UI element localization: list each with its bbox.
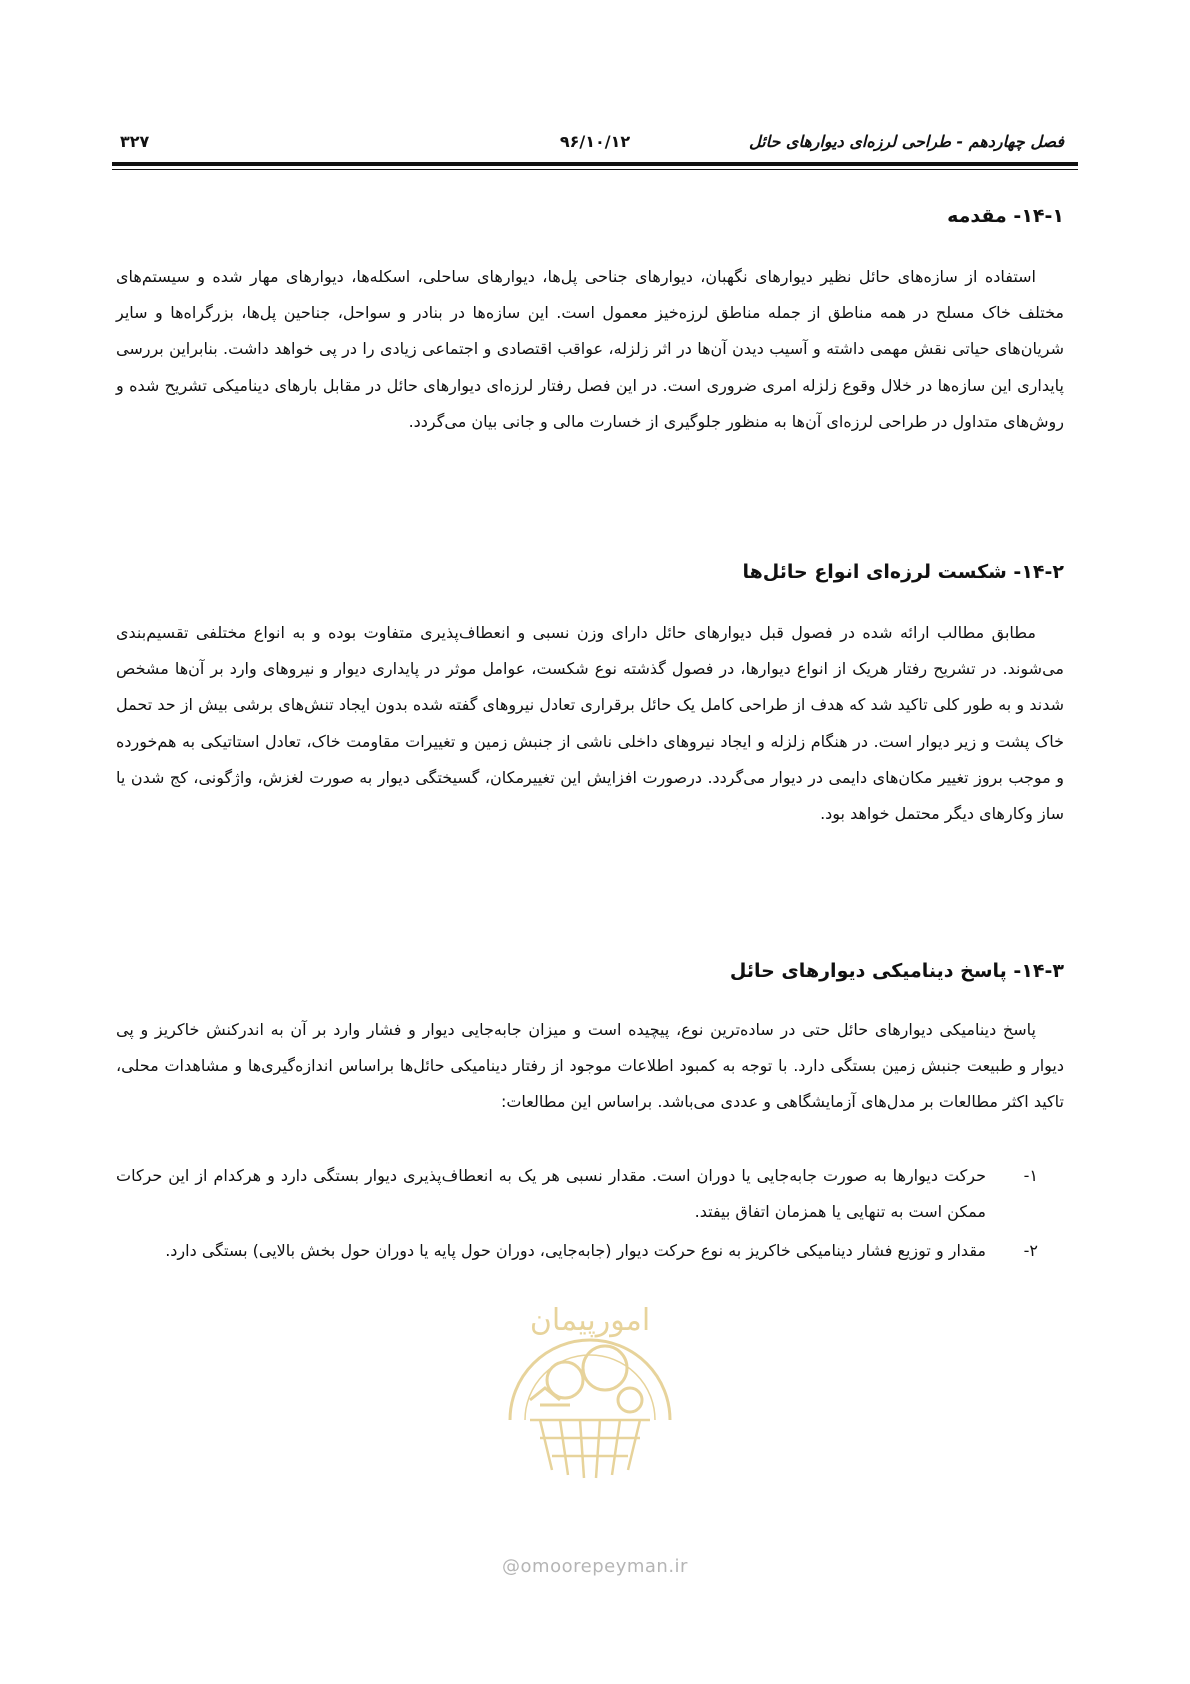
findings-list	[116, 1158, 1064, 1272]
section-heading-intro: ۱۴-۱- مقدمه	[947, 205, 1064, 227]
watermark-logo	[470, 1270, 710, 1490]
list-item-number: ۲-	[1023, 1241, 1038, 1260]
list-item	[116, 1233, 1064, 1269]
header-date: ۹۶/۱۰/۱۲	[559, 132, 631, 151]
section-paragraph-seismic-failure: مطابق مطالب ارائه شده در فصول قبل دیوارهای حائل دارای وزن نسبی و انعطاف‌پذیری متفاوت بوده و به انواع مختلفی تقسیم‌بندی می‌شوند. در تشریح رفتار هریک از انواع دیوارها، در فصول گذشته نوع شکست، عوامل موثر در پایداری دیوار و نیروهای وارد بر آن‌ها مشخص شدند و به طور کلی تاکید شد که هدف از طراحی کامل یک حائل برقراری تعادل نیروهای گفته شده بدون ایجاد تنش‌های برشی بیش از حد تحمل خاک پشت و زیر دیوار است. در هنگام زلزله و ایجاد نیروهای داخلی ناشی از جنبش زمین و تغییرات مقاومت خاک، تعادل استاتیکی به هم‌خورده و موجب بروز تغییر مکان‌های دایمی در دیوار می‌گردد. درصورت افزایش این تغییرمکان، گسیختگی دیوار به صورت لغزش، واژگونی، کج شدن یا ساز وکارهای دیگر محتمل خواهد بود.	[116, 623, 1064, 824]
chapter-title: فصل چهاردهم - طراحی لرزه‌ای دیوارهای حائل	[749, 132, 1064, 151]
page-number: ۳۲۷	[120, 132, 150, 151]
list-item	[116, 1158, 1064, 1230]
section-heading-dynamic-response: ۱۴-۳- پاسخ دینامیکی دیوارهای حائل	[729, 960, 1064, 982]
section-heading-seismic-failure: ۱۴-۲- شکست لرزه‌ای انواع حائل‌ها	[742, 561, 1064, 583]
list-item-number: ۱-	[1023, 1166, 1038, 1185]
section-paragraph-intro: استفاده از سازه‌های حائل نظیر دیوارهای نگهبان، دیوارهای جناحی پل‌ها، دیوارهای ساحلی، اسکله‌ها، دیوارهای مهار شده و سیستم‌های مختلف خاک مسلح در همه مناطق از جمله مناطق لرزه‌خیز معمول است. این سازه‌ها در بنادر و سواحل، جناحین پل‌ها، بزرگراه‌ها و سایر شریان‌های حیاتی نقش مهمی داشته و آسیب دیدن آن‌ها در اثر زلزله، عواقب اقتصادی و اجتماعی زیادی را در پی خواهد داشت. بنابراین بررسی پایداری این سازه‌ها در خلال وقوع زلزله امری ضروری است. در این فصل رفتار لرزه‌ای دیوارهای حائل در مقابل بارهای دینامیکی تشریح شده و روش‌های متداول در طراحی لرزه‌ای آن‌ها به منظور جلوگیری از خسارت مالی و جانی بیان می‌گردد.	[116, 267, 1064, 431]
watermark-url: @omoorepeyman.ir	[502, 1556, 688, 1577]
section-paragraph-dynamic-response: پاسخ دینامیکی دیوارهای حائل حتی در ساده‌ترین نوع، پیچیده است و میزان جابه‌جایی دیوار و فشار وارد بر آن به اندرکنش خاکریز و پی دیوار و طبیعت جنبش زمین بستگی دارد. با توجه به کمبود اطلاعات موجود از رفتار دینامیکی حائل‌ها براساس اندازه‌گیری‌ها و مشاهدات محلی، تاکید اکثر مطالعات بر مدل‌های آزمایشگاهی و عددی می‌باشد. براساس این مطالعات:	[116, 1020, 1064, 1112]
header-rule-thick	[112, 162, 1078, 166]
watermark-logo-text: امورپیمان	[529, 1303, 651, 1338]
list-item-text: حرکت دیوارها به صورت جابه‌جایی یا دوران است. مقدار نسبی هر یک به انعطاف‌پذیری دیوار بستگی دارد و هرکدام از این حرکات ممکن است به تنهایی یا همزمان اتفاق بیفتد.	[116, 1166, 986, 1221]
list-item-text: مقدار و توزیع فشار دینامیکی خاکریز به نوع حرکت دیوار (جابه‌جایی، دوران حول پایه یا دوران حول بخش بالایی) بستگی دارد.	[165, 1241, 986, 1260]
header-rule-thin	[112, 169, 1078, 170]
